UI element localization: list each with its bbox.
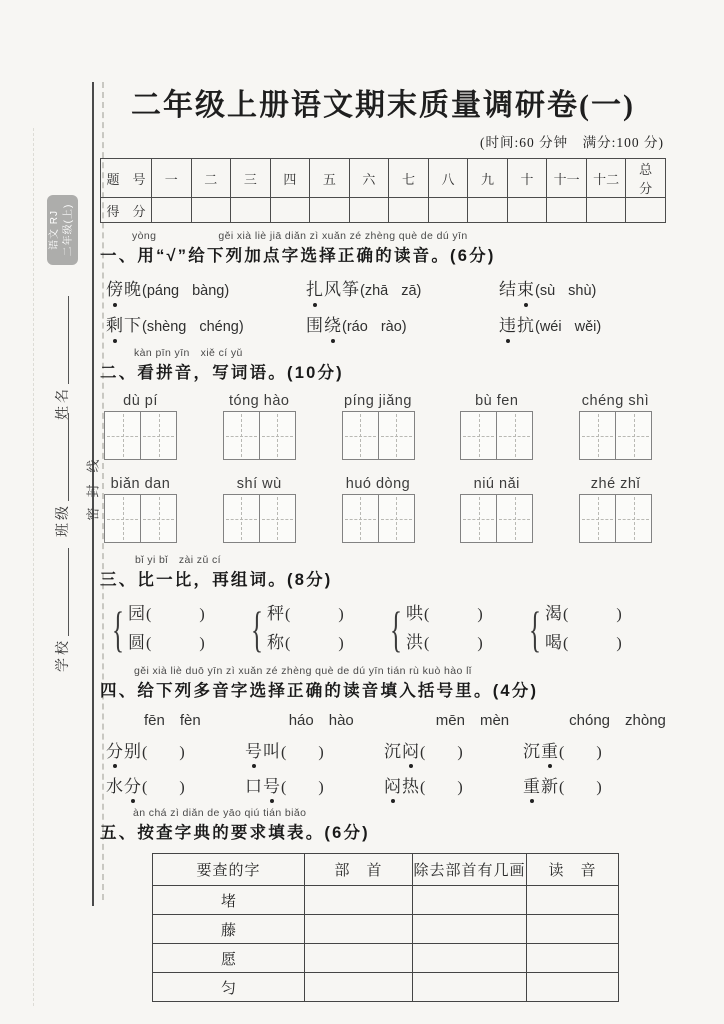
q4-item: 重新( )	[523, 774, 662, 800]
q4-option: mēn mèn	[435, 712, 510, 729]
dotted-char: 号	[263, 774, 281, 799]
q5-char-cell: 愿	[153, 944, 305, 973]
grid-cell[interactable]	[259, 412, 295, 459]
score-header-cell: 二	[191, 159, 231, 198]
pinyin-reading[interactable]: (ráo rào)	[342, 319, 407, 335]
q2-pinyin-label: píng jiǎng	[344, 393, 412, 409]
q2-pinyin-label: shí wù	[236, 476, 282, 492]
answer-blank[interactable]: ( )	[285, 606, 344, 623]
q4-item: 口号( )	[245, 774, 384, 800]
q2-word-group	[104, 476, 177, 547]
q2-pinyin-label: huó dòng	[345, 476, 411, 492]
q4-option: háo hào	[288, 712, 354, 729]
q5-char-cell: 藤	[153, 915, 305, 944]
score-header-cell: 题 号	[101, 159, 152, 198]
q5-empty-cell[interactable]	[527, 886, 619, 915]
q2-word-group	[460, 476, 533, 547]
q4-option: fēn fèn	[144, 712, 201, 729]
q1-item: 扎风筝(zhā zā)	[306, 277, 499, 304]
q5-char-cell: 堵	[153, 886, 305, 915]
score-table	[100, 158, 666, 223]
dotted-char: 重	[541, 739, 559, 764]
class-label: 班级	[56, 503, 71, 537]
score-input-cell[interactable]	[389, 198, 429, 223]
pinyin-reading[interactable]: (wéi wěi)	[535, 319, 602, 335]
dotted-char: 剩	[106, 313, 124, 339]
exam-meta: (时间:60 分钟 满分:100 分)	[480, 135, 664, 150]
q3-group	[384, 600, 523, 658]
q3-char: 渴	[545, 604, 563, 623]
score-header-cell: 十	[507, 159, 547, 198]
answer-blank[interactable]: ( )	[285, 635, 344, 652]
q4-item: 分别( )	[106, 739, 245, 765]
q4-item: 水分( )	[106, 774, 245, 800]
dotted-char: 闷	[402, 739, 420, 764]
seal-line-text: 线	[85, 459, 101, 473]
brace: {	[251, 601, 263, 657]
answer-blank[interactable]: ( )	[420, 779, 463, 796]
q5-empty-cell[interactable]	[527, 973, 619, 1002]
writing-grid[interactable]	[104, 411, 177, 460]
grid-cell[interactable]	[224, 495, 259, 542]
grid-cell[interactable]	[615, 412, 651, 459]
question-5	[100, 807, 666, 1002]
q3-char: 称	[267, 633, 285, 652]
question-3	[100, 554, 666, 658]
score-input-cell[interactable]	[310, 198, 350, 223]
q5-empty-cell[interactable]	[413, 886, 527, 915]
q4-item: 沉重( )	[523, 739, 662, 765]
q3-groups	[100, 600, 666, 658]
question-4	[100, 665, 666, 800]
score-header-cell: 六	[349, 159, 389, 198]
q1-item: 违抗(wéi wěi)	[499, 313, 601, 340]
score-header-cell: 十一	[547, 159, 587, 198]
score-input-cell[interactable]	[270, 198, 310, 223]
q3-group	[106, 600, 245, 658]
school-label: 学校	[56, 638, 71, 672]
q1-item: 结束(sù shù)	[499, 277, 596, 304]
writing-grid[interactable]	[223, 494, 296, 543]
q5-empty-cell[interactable]	[305, 944, 413, 973]
q5-empty-cell[interactable]	[413, 915, 527, 944]
score-input-cell[interactable]	[626, 198, 666, 223]
school-blank-line[interactable]	[68, 548, 69, 636]
q2-word-group	[460, 393, 533, 464]
dotted-char: 违	[499, 313, 517, 339]
q2-pinyin-label: biǎn dan	[110, 476, 171, 492]
score-header-cell: 九	[468, 159, 508, 198]
grid-cell[interactable]	[140, 412, 176, 459]
school-field[interactable]	[52, 522, 70, 672]
q3-char: 洪	[406, 633, 424, 652]
writing-grid[interactable]	[223, 411, 296, 460]
grid-cell[interactable]	[496, 412, 532, 459]
q2-grid-row-1	[100, 393, 652, 464]
score-header-cell: 七	[389, 159, 429, 198]
q1-item: 傍晚(páng bàng)	[106, 277, 306, 304]
q5-table	[152, 853, 619, 1002]
q5-empty-cell[interactable]	[305, 973, 413, 1002]
q2-pinyin-label: tóng hào	[229, 393, 290, 409]
grid-cell[interactable]	[343, 495, 378, 542]
score-header-cell: 三	[231, 159, 271, 198]
answer-blank[interactable]: ( )	[142, 779, 185, 796]
dotted-char: 束	[517, 277, 535, 303]
seal-line-text: 封	[85, 484, 101, 498]
grid-cell[interactable]	[461, 495, 496, 542]
question-4-pinyin: gěi xià liè duō yīn zì xuǎn zé zhèng què de dú yīn tián rù kuò hào lǐ	[134, 665, 472, 677]
score-header-cell: 四	[270, 159, 310, 198]
q4-row-2	[100, 774, 666, 800]
score-input-cell[interactable]	[231, 198, 271, 223]
q2-pinyin-label: dù pí	[123, 393, 158, 409]
class-field[interactable]	[52, 387, 70, 537]
q2-grid-row-2	[100, 476, 652, 547]
answer-blank[interactable]: ( )	[424, 635, 483, 652]
q3-char: 喝	[545, 633, 563, 652]
grid-cell[interactable]	[343, 412, 378, 459]
dotted-char: 分	[106, 739, 124, 764]
name-label: 姓名	[56, 386, 71, 420]
score-input-cell[interactable]	[191, 198, 231, 223]
score-input-cell[interactable]	[547, 198, 587, 223]
q5-header-cell: 除去部首有几画	[413, 854, 527, 886]
answer-blank[interactable]: ( )	[142, 744, 185, 761]
writing-grid[interactable]	[579, 494, 652, 543]
score-header-cell: 一	[152, 159, 192, 198]
q2-word-group	[104, 393, 177, 464]
answer-blank[interactable]: ( )	[146, 635, 205, 652]
dotted-char: 号	[245, 739, 263, 764]
writing-grid[interactable]	[342, 494, 415, 543]
score-input-cell[interactable]	[468, 198, 508, 223]
question-1-title: 一、用“√”给下列加点字选择正确的读音。(6分)	[100, 247, 496, 265]
q5-empty-cell[interactable]	[413, 973, 527, 1002]
exam-title: 二年级上册语文期末质量调研卷(一)	[131, 89, 635, 122]
score-header-cell: 五	[310, 159, 350, 198]
question-1-pinyin: yòng gěi xià liè jiā diǎn zì xuǎn zé zhèng què de dú yīn	[132, 230, 468, 242]
class-blank-line[interactable]	[68, 413, 69, 501]
question-1	[100, 230, 666, 340]
q2-word-group	[223, 393, 296, 464]
brace: {	[112, 601, 124, 657]
answer-blank[interactable]: ( )	[281, 744, 324, 761]
q5-header-cell: 读 音	[527, 854, 619, 886]
dotted-char: 扎	[306, 277, 324, 303]
q5-header-cell: 部 首	[305, 854, 413, 886]
score-header-cell: 八	[428, 159, 468, 198]
q5-empty-cell[interactable]	[413, 944, 527, 973]
score-input-cell[interactable]	[507, 198, 547, 223]
answer-blank[interactable]: ( )	[424, 606, 483, 623]
answer-blank[interactable]: ( )	[559, 744, 602, 761]
q1-item: 围绕(ráo rào)	[306, 313, 499, 340]
q2-pinyin-label: bù fen	[475, 393, 519, 409]
answer-blank[interactable]: ( )	[559, 779, 602, 796]
pinyin-reading[interactable]: (sù shù)	[535, 283, 597, 299]
question-3-title: 三、比一比，再组词。(8分)	[100, 571, 333, 589]
q4-options-row	[100, 709, 666, 730]
dotted-char: 傍	[106, 277, 124, 303]
badge-subject: 语文 RJ	[48, 210, 60, 250]
score-input-cell[interactable]	[428, 198, 468, 223]
dotted-char: 绕	[324, 313, 342, 339]
answer-blank[interactable]: ( )	[563, 606, 622, 623]
q3-char: 哄	[406, 604, 424, 623]
q5-header-cell: 要查的字	[153, 854, 305, 886]
writing-grid[interactable]	[104, 494, 177, 543]
writing-grid[interactable]	[460, 494, 533, 543]
q2-pinyin-label: niú nǎi	[473, 476, 520, 492]
grid-cell[interactable]	[580, 412, 615, 459]
name-blank-line[interactable]	[68, 296, 69, 384]
grid-cell[interactable]	[615, 495, 651, 542]
grid-cell[interactable]	[378, 412, 414, 459]
grid-cell[interactable]	[140, 495, 176, 542]
score-input-cell[interactable]	[152, 198, 192, 223]
q3-char: 秤	[267, 604, 285, 623]
grid-cell[interactable]	[259, 495, 295, 542]
answer-blank[interactable]: ( )	[146, 606, 205, 623]
question-2-pinyin: kàn pīn yīn xiě cí yǔ	[134, 347, 243, 359]
brace: {	[529, 601, 541, 657]
brace: {	[390, 601, 402, 657]
answer-blank[interactable]: ( )	[420, 744, 463, 761]
q2-word-group	[223, 476, 296, 547]
q4-option: chóng zhòng	[569, 712, 666, 729]
answer-blank[interactable]: ( )	[281, 779, 324, 796]
q3-char: 园	[128, 604, 146, 623]
pinyin-reading[interactable]: (shèng chéng)	[142, 319, 244, 335]
dotted-char: 分	[124, 774, 142, 799]
q4-row-1	[100, 739, 666, 765]
q2-pinyin-label: chéng shì	[581, 393, 650, 409]
grid-cell[interactable]	[580, 495, 615, 542]
grid-cell[interactable]	[105, 495, 140, 542]
writing-grid[interactable]	[579, 411, 652, 460]
q2-word-group	[342, 393, 415, 464]
q3-group	[245, 600, 384, 658]
grid-cell[interactable]	[496, 495, 532, 542]
q5-char-cell: 匀	[153, 973, 305, 1002]
score-label-cell: 得 分	[101, 198, 152, 223]
q4-item: 沉闷( )	[384, 739, 523, 765]
question-5-pinyin: àn chá zì diǎn de yāo qiú tián biǎo	[133, 807, 307, 819]
score-input-cell[interactable]	[349, 198, 389, 223]
page-edge-line	[33, 128, 34, 1006]
badge-grade: 二年级(上)	[62, 203, 73, 257]
pinyin-reading[interactable]: (páng bàng)	[142, 283, 230, 299]
question-3-pinyin: bǐ yi bǐ zài zǔ cí	[135, 554, 221, 566]
q2-word-group	[579, 393, 652, 464]
q2-word-group	[342, 476, 415, 547]
q4-item: 闷热( )	[384, 774, 523, 800]
q5-empty-cell[interactable]	[527, 944, 619, 973]
grid-cell[interactable]	[461, 412, 496, 459]
question-2	[100, 347, 666, 547]
q2-pinyin-label: zhé zhǐ	[590, 476, 641, 492]
grade-badge	[47, 195, 78, 265]
q5-empty-cell[interactable]	[527, 915, 619, 944]
q4-item: 号叫( )	[245, 739, 384, 765]
q2-word-group	[579, 476, 652, 547]
dotted-char: 闷	[384, 774, 402, 799]
writing-grid[interactable]	[460, 411, 533, 460]
score-header-cell: 总 分	[626, 159, 666, 198]
score-header-cell: 十二	[586, 159, 626, 198]
q5-empty-cell[interactable]	[305, 886, 413, 915]
grid-cell[interactable]	[105, 412, 140, 459]
q1-row-2	[100, 313, 666, 340]
q5-empty-cell[interactable]	[305, 915, 413, 944]
question-4-title: 四、给下列多音字选择正确的读音填入括号里。(4分)	[100, 682, 539, 700]
q1-row-1	[100, 277, 666, 304]
grid-cell[interactable]	[378, 495, 414, 542]
question-2-title: 二、看拼音，写词语。(10分)	[100, 364, 344, 382]
q3-char: 圆	[128, 633, 146, 652]
pinyin-reading[interactable]: (zhā zā)	[360, 283, 422, 299]
answer-blank[interactable]: ( )	[563, 635, 622, 652]
q3-group	[523, 600, 662, 658]
score-input-cell[interactable]	[586, 198, 626, 223]
q1-item: 剩下(shèng chéng)	[106, 313, 306, 340]
grid-cell[interactable]	[224, 412, 259, 459]
question-5-title: 五、按查字典的要求填表。(6分)	[100, 824, 370, 842]
dotted-char: 重	[523, 774, 541, 799]
seal-line-text: 密	[85, 507, 101, 521]
writing-grid[interactable]	[342, 411, 415, 460]
